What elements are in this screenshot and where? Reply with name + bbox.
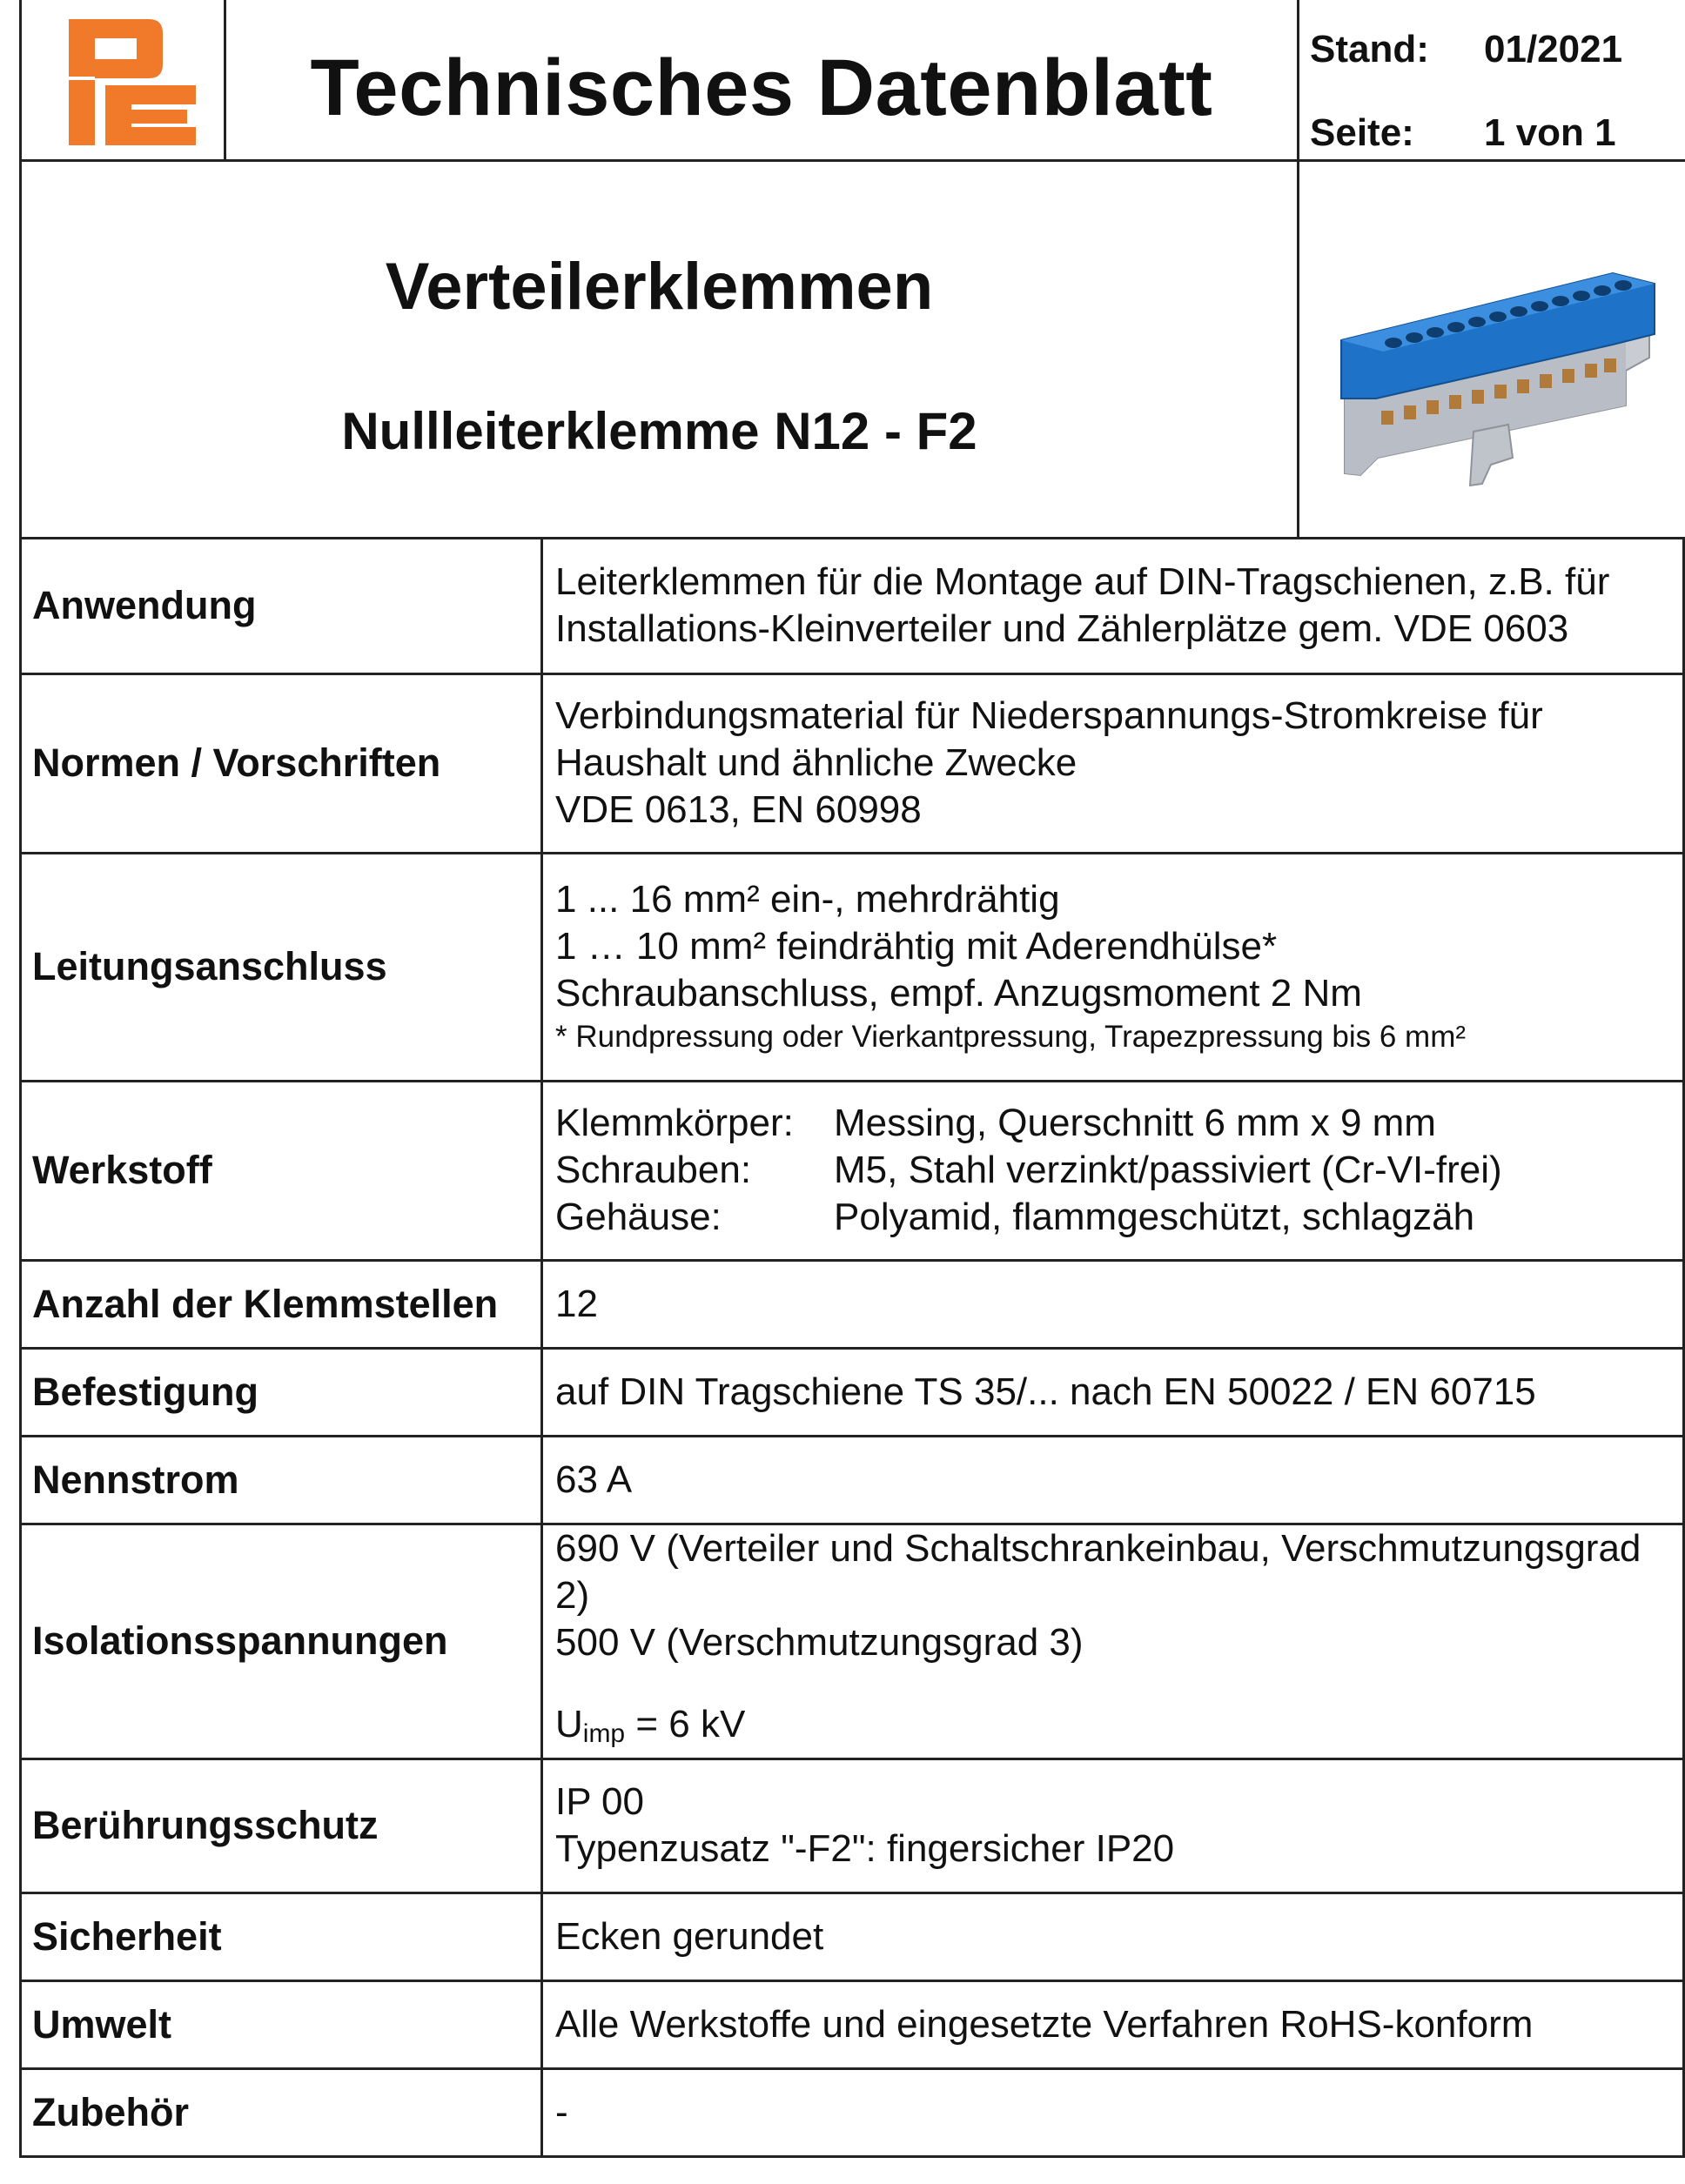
spec-text-line: 500 V (Verschmutzungsgrad 3): [555, 1620, 1084, 1664]
table-row: [21, 673, 1684, 853]
product-titles: [22, 162, 1297, 539]
product-name: Nullleiterklemme N12 - F2: [341, 402, 977, 460]
spec-value-befestigung: auf DIN Tragschiene TS 35/... nach EN 50022 / EN 60715: [542, 1348, 1684, 1436]
material-key: Gehäuse:: [555, 1196, 722, 1238]
stand-row: [1310, 28, 1622, 71]
table-row: [21, 1759, 1684, 1893]
spec-value-sicherheit: Ecken gerundet: [542, 1893, 1684, 1980]
spec-label-leitung: Leitungsanschluss: [21, 853, 542, 1081]
stand-value: 01/2021: [1484, 28, 1623, 70]
spec-text-line: Installations-Kleinverteiler und Zählerplätze gem. VDE 0603: [555, 607, 1569, 651]
spec-value-umwelt: Alle Werkstoffe und eingesetzte Verfahren RoHS-konform: [542, 1980, 1684, 2068]
datasheet: [19, 0, 1685, 2158]
spec-text-line: Schraubanschluss, empf. Anzugsmoment 2 Nm: [555, 972, 1362, 1015]
spec-label-zubehoer: Zubehör: [21, 2068, 542, 2156]
spec-text-line: 690 V (Verteiler und Schaltschrankeinbau, Verschmutzungsgrad 2): [555, 1526, 1641, 1617]
product-category: Verteilerklemmen: [385, 250, 934, 324]
uimp-subscript: imp: [582, 1718, 626, 1748]
material-row: [555, 1147, 1670, 1194]
product-band: [19, 162, 1685, 539]
stand-label: Stand:: [1310, 28, 1429, 70]
seite-label: Seite:: [1310, 111, 1414, 154]
spec-label-beruehrung: Berührungsschutz: [21, 1759, 542, 1893]
product-image-cell: [1297, 162, 1685, 539]
seite-row: [1310, 111, 1616, 155]
document-title: Technisches Datenblatt: [310, 44, 1213, 132]
meta-cell: [1297, 0, 1685, 159]
spec-label-anzahl: Anzahl der Klemmstellen: [21, 1260, 542, 1348]
material-value: Polyamid, flammgeschützt, schlagzäh: [834, 1196, 1475, 1238]
table-row: [21, 1260, 1684, 1348]
spec-text-line: Leiterklemmen für die Montage auf DIN-Tragschienen, z.B. für: [555, 560, 1610, 604]
spec-text-line: IP 00: [555, 1780, 644, 1823]
spec-value-zubehoer: -: [542, 2068, 1684, 2156]
terminal-block-icon: [1326, 197, 1674, 510]
spec-text-line: Verbindungsmaterial für Niederspannungs-Stromkreise für: [555, 694, 1543, 737]
table-row: [21, 1980, 1684, 2068]
table-row: [21, 1524, 1684, 1759]
spec-label-normen: Normen / Vorschriften: [21, 673, 542, 853]
spec-label-anwendung: Anwendung: [21, 539, 542, 673]
spec-text-line: Typenzusatz "-F2": fingersicher IP20: [555, 1827, 1175, 1870]
uimp-value: = 6 kV: [625, 1702, 746, 1745]
spacer: [555, 1666, 1670, 1701]
spec-value-isolation: [542, 1524, 1684, 1759]
material-value: Messing, Querschnitt 6 mm x 9 mm: [834, 1102, 1436, 1144]
logo-cell: [19, 0, 226, 159]
spec-label-befestigung: Befestigung: [21, 1348, 542, 1436]
header: [19, 0, 1685, 162]
table-row: [21, 539, 1684, 673]
material-key: Klemmkörper:: [555, 1102, 794, 1144]
spec-value-anzahl: 12: [542, 1260, 1684, 1348]
material-key: Schrauben:: [555, 1149, 752, 1191]
table-row: [21, 1081, 1684, 1260]
spec-label-nennstrom: Nennstrom: [21, 1436, 542, 1524]
specs-table: [19, 539, 1685, 2158]
uimp-symbol: U: [555, 1702, 583, 1745]
table-row: [21, 853, 1684, 1081]
material-row: [555, 1100, 1670, 1147]
spec-text-line: VDE 0613, EN 60998: [555, 788, 922, 831]
spec-value-nennstrom: 63 A: [542, 1436, 1684, 1524]
spec-label-sicherheit: Sicherheit: [21, 1893, 542, 1980]
spec-value-anwendung: [542, 539, 1684, 673]
spec-value-normen: [542, 673, 1684, 853]
spec-value-werkstoff: [542, 1081, 1684, 1260]
material-value: M5, Stahl verzinkt/passiviert (Cr-VI-frei): [834, 1149, 1502, 1191]
spec-value-leitung: [542, 853, 1684, 1081]
material-row: [555, 1194, 1670, 1241]
spec-text-line: 1 ... 16 mm² ein-, mehrdrähtig: [555, 878, 1060, 921]
spec-value-beruehrung: [542, 1759, 1684, 1893]
table-row: [21, 1348, 1684, 1436]
spec-text-line: Haushalt und ähnliche Zwecke: [555, 741, 1077, 784]
spec-footnote: * Rundpressung oder Vierkantpressung, Trapezpressung bis 6 mm²: [555, 1020, 1467, 1054]
spec-label-umwelt: Umwelt: [21, 1980, 542, 2068]
spec-label-isolation: Isolationsspannungen: [21, 1524, 542, 1759]
spec-text-line: 1 … 10 mm² feindrähtig mit Aderendhülse*: [555, 925, 1278, 968]
table-row: [21, 2068, 1684, 2156]
table-row: [21, 1893, 1684, 1980]
seite-value: 1 von 1: [1484, 111, 1616, 154]
uimp-line: [555, 1701, 1670, 1758]
spec-label-werkstoff: Werkstoff: [21, 1081, 542, 1260]
table-row: [21, 1436, 1684, 1524]
pe-logo-icon: [65, 19, 196, 145]
